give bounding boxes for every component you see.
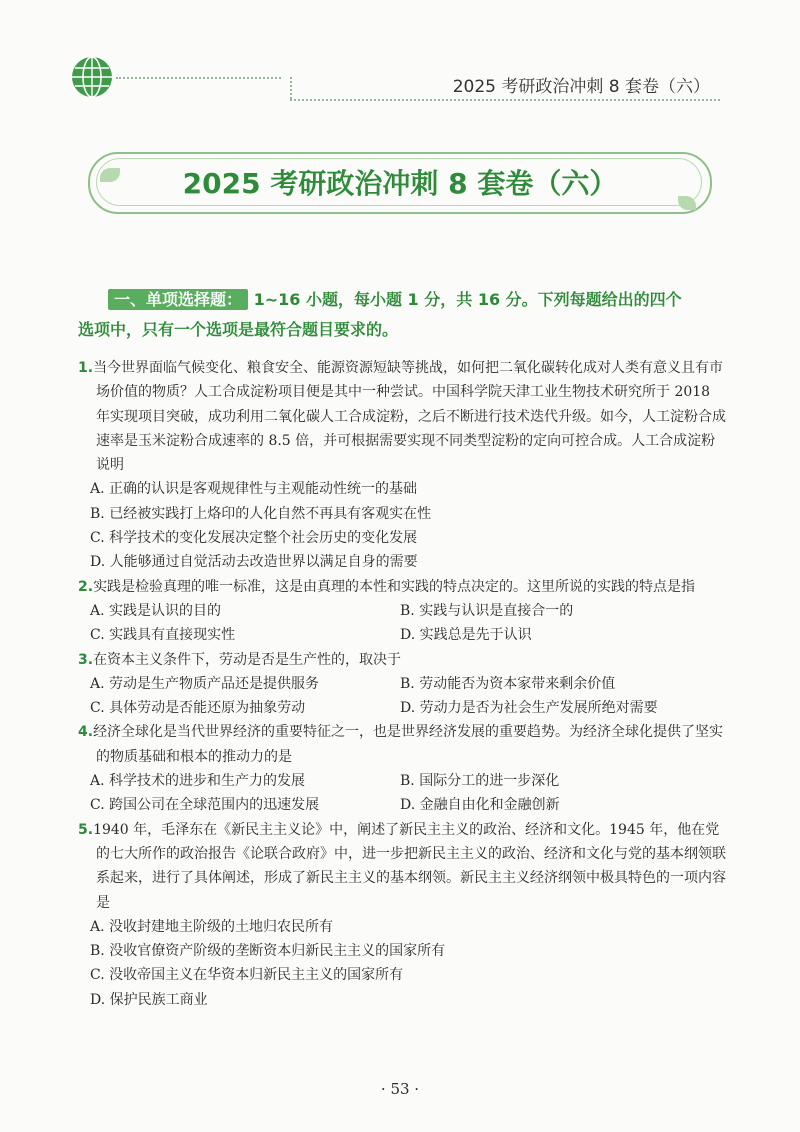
section-badge: 一、单项选择题： bbox=[108, 289, 248, 310]
question-3 bbox=[78, 648, 728, 721]
section-heading bbox=[78, 285, 728, 345]
question-number: 3. bbox=[78, 651, 94, 668]
question-text: 经济全球化是当代世界经济的重要特征之一，也是世界经济发展的重要趋势。为经济全球化提供了坚实的物质基础和根本的推动力的是 bbox=[93, 724, 724, 765]
option-a: A. 科学技术的进步和生产力的发展 bbox=[90, 773, 306, 790]
option-c: C. 跨国公司在全球范围内的迅速发展 bbox=[90, 797, 320, 814]
option-b: B. 没收官僚资产阶级的垄断资本归新民主主义的国家所有 bbox=[90, 943, 446, 960]
option-a: A. 没收封建地主阶级的土地归农民所有 bbox=[90, 918, 334, 935]
option-a: A. 正确的认识是客观规律性与主观能动性统一的基础 bbox=[90, 481, 418, 498]
header-underline bbox=[290, 99, 720, 101]
question-number: 5. bbox=[78, 821, 94, 838]
option-a: A. 劳动是生产物质产品还是提供服务 bbox=[90, 675, 320, 692]
page-title: 2025 考研政治冲刺 8 套卷（六） bbox=[182, 167, 618, 200]
question-number: 2. bbox=[78, 578, 94, 595]
question-text: 1940 年，毛泽东在《新民主主义论》中，阐述了新民主主义的政治、经济和文化。1945 年，他在党的七大所作的政治报告《论联合政府》中，进一步把新民主主义的政治、经济和文化与党的基本纲领联系起来，进行了具体阐述，形成了新民主主义的基本纲领。新民主主义经济纲领中极具特色的一项内容是 bbox=[93, 821, 726, 911]
option-d: D. 劳动力是否为社会生产发展所绝对需要 bbox=[400, 700, 658, 717]
option-b: B. 劳动能否为资本家带来剩余价值 bbox=[400, 675, 616, 692]
option-c: C. 没收帝国主义在华资本归新民主主义的国家所有 bbox=[90, 967, 404, 984]
option-d: D. 金融自由化和金融创新 bbox=[400, 797, 560, 814]
question-number: 1. bbox=[78, 360, 94, 376]
question-number: 4. bbox=[78, 724, 94, 741]
page-number: · 53 · bbox=[380, 1080, 420, 1098]
header-divider bbox=[116, 77, 281, 79]
question-4 bbox=[78, 720, 728, 817]
question-2 bbox=[78, 575, 728, 648]
globe-logo-icon bbox=[70, 55, 114, 99]
header-divider-step bbox=[282, 77, 292, 99]
question-text: 当今世界面临气候变化、粮食安全、能源资源短缺等挑战，如何把二氧化碳转化成对人类有意义且有市场价值的物质？人工合成淀粉项目便是其中一种尝试。中国科学院天津工业生物技术研究所于 2018 年实现项目突破，成功利用二氧化碳人工合成淀粉，之后不断进行技术迭代升级。如今，人工淀粉合成速率是玉米淀粉合成速率的 8.5 倍，并可根据需要实现不同类型淀粉的定向可控合成。人工合成淀粉说明 bbox=[93, 360, 726, 474]
option-b: B. 国际分工的进一步深化 bbox=[400, 773, 560, 790]
running-header-title: 2025 考研政治冲刺 8 套卷（六） bbox=[452, 77, 710, 97]
option-d: D. 人能够通过自觉活动去改造世界以满足自身的需要 bbox=[90, 554, 418, 571]
option-c: C. 科学技术的变化发展决定整个社会历史的变化发展 bbox=[90, 530, 418, 547]
section-instruction-2: 选项中，只有一个选项是最符合题目要求的。 bbox=[78, 320, 399, 339]
option-c: C. 具体劳动是否能还原为抽象劳动 bbox=[90, 700, 306, 717]
option-d: D. 保护民族工商业 bbox=[90, 991, 208, 1008]
question-text: 在资本主义条件下，劳动是否是生产性的，取决于 bbox=[93, 651, 402, 668]
option-b: B. 已经被实践打上烙印的人化自然不再具有客观实在性 bbox=[90, 505, 432, 522]
option-a: A. 实践是认识的目的 bbox=[90, 602, 222, 619]
section-instruction-1: 1~16 小题，每小题 1 分，共 16 分。下列每题给出的四个 bbox=[253, 290, 682, 309]
question-list bbox=[78, 356, 728, 1012]
option-b: B. 实践与认识是直接合一的 bbox=[400, 602, 574, 619]
question-5 bbox=[78, 818, 728, 1012]
question-1 bbox=[78, 356, 728, 575]
option-d: D. 实践总是先于认识 bbox=[400, 627, 532, 644]
option-c: C. 实践具有直接现实性 bbox=[90, 627, 236, 644]
question-text: 实践是检验真理的唯一标准，这是由真理的本性和实践的特点决定的。这里所说的实践的特点是指 bbox=[93, 578, 696, 595]
